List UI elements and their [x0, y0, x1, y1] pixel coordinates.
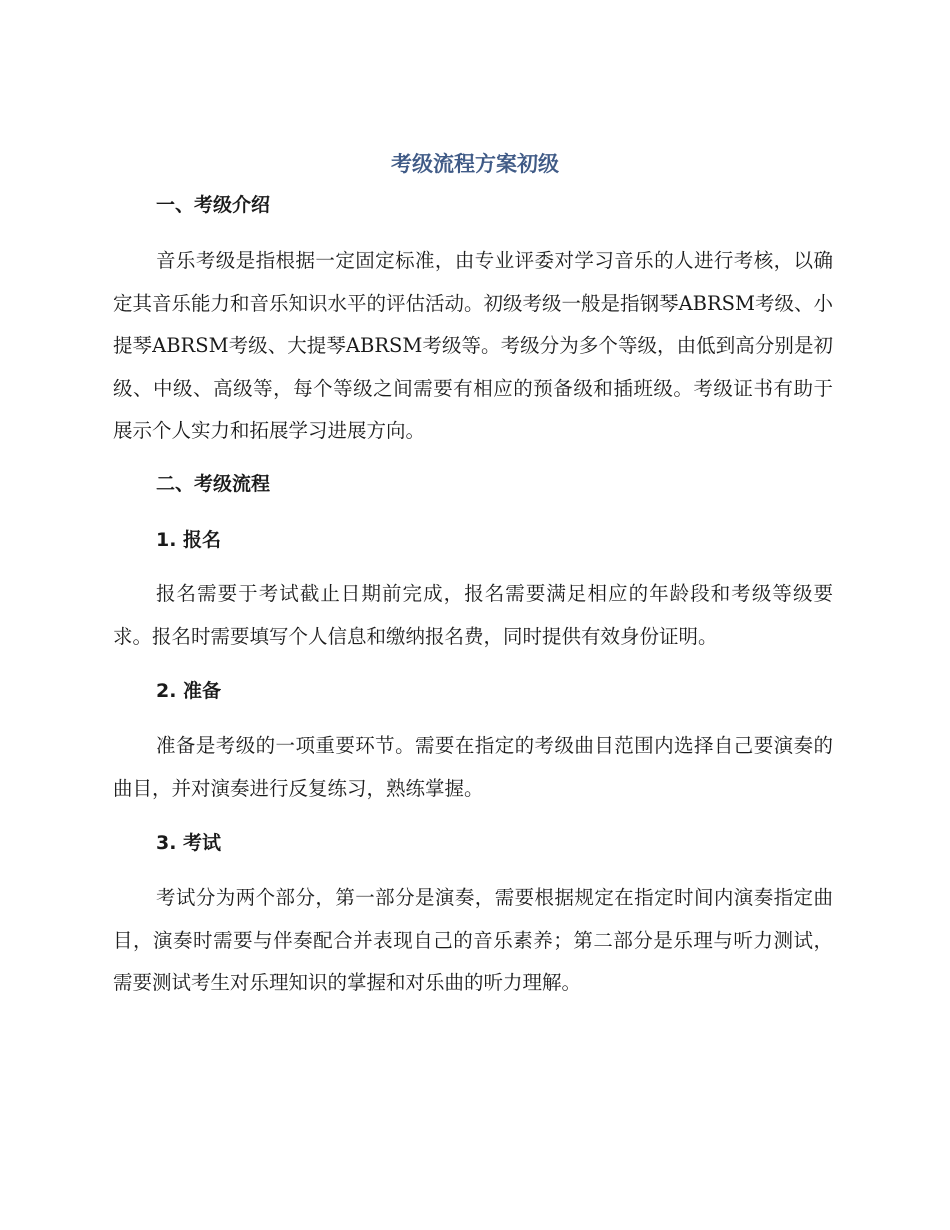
step-paragraph-prepare: 准备是考级的一项重要环节。需要在指定的考级曲目范围内选择自己要演奏的曲目，并对演奏进行反复练习，熟练掌握。 — [113, 734, 833, 800]
step-heading-prepare: 2. 准备 — [156, 680, 222, 702]
intro-paragraph: 音乐考级是指根据一定固定标准，由专业评委对学习音乐的人进行考核，以确定其音乐能力和音乐知识水平的评估活动。初级考级一般是指钢琴ABRSM考级、小提琴ABRSM考级、大提琴ABRSM考级等。考级分为多个等级，由低到高分别是初级、中级、高级等，每个等级之间需要有相应的预备级和插班级。考级证书有助于展示个人实力和拓展学习进展方向。 — [113, 249, 833, 442]
document-title: 考级流程方案初级 — [391, 152, 559, 176]
step-paragraph-exam: 考试分为两个部分，第一部分是演奏，需要根据规定在指定时间内演奏指定曲目，演奏时需要与伴奏配合并表现自己的音乐素养；第二部分是乐理与听力测试，需要测试考生对乐理知识的掌握和对乐曲的听力理解。 — [113, 886, 833, 994]
step-paragraph-register: 报名需要于考试截止日期前完成，报名需要满足相应的年龄段和考级等级要求。报名时需要填写个人信息和缴纳报名费，同时提供有效身份证明。 — [113, 582, 833, 648]
step-heading-register: 1. 报名 — [156, 529, 222, 551]
section-heading-intro: 一、考级介绍 — [156, 194, 271, 216]
section-heading-process: 二、考级流程 — [156, 473, 271, 495]
step-heading-exam: 3. 考试 — [156, 832, 222, 854]
